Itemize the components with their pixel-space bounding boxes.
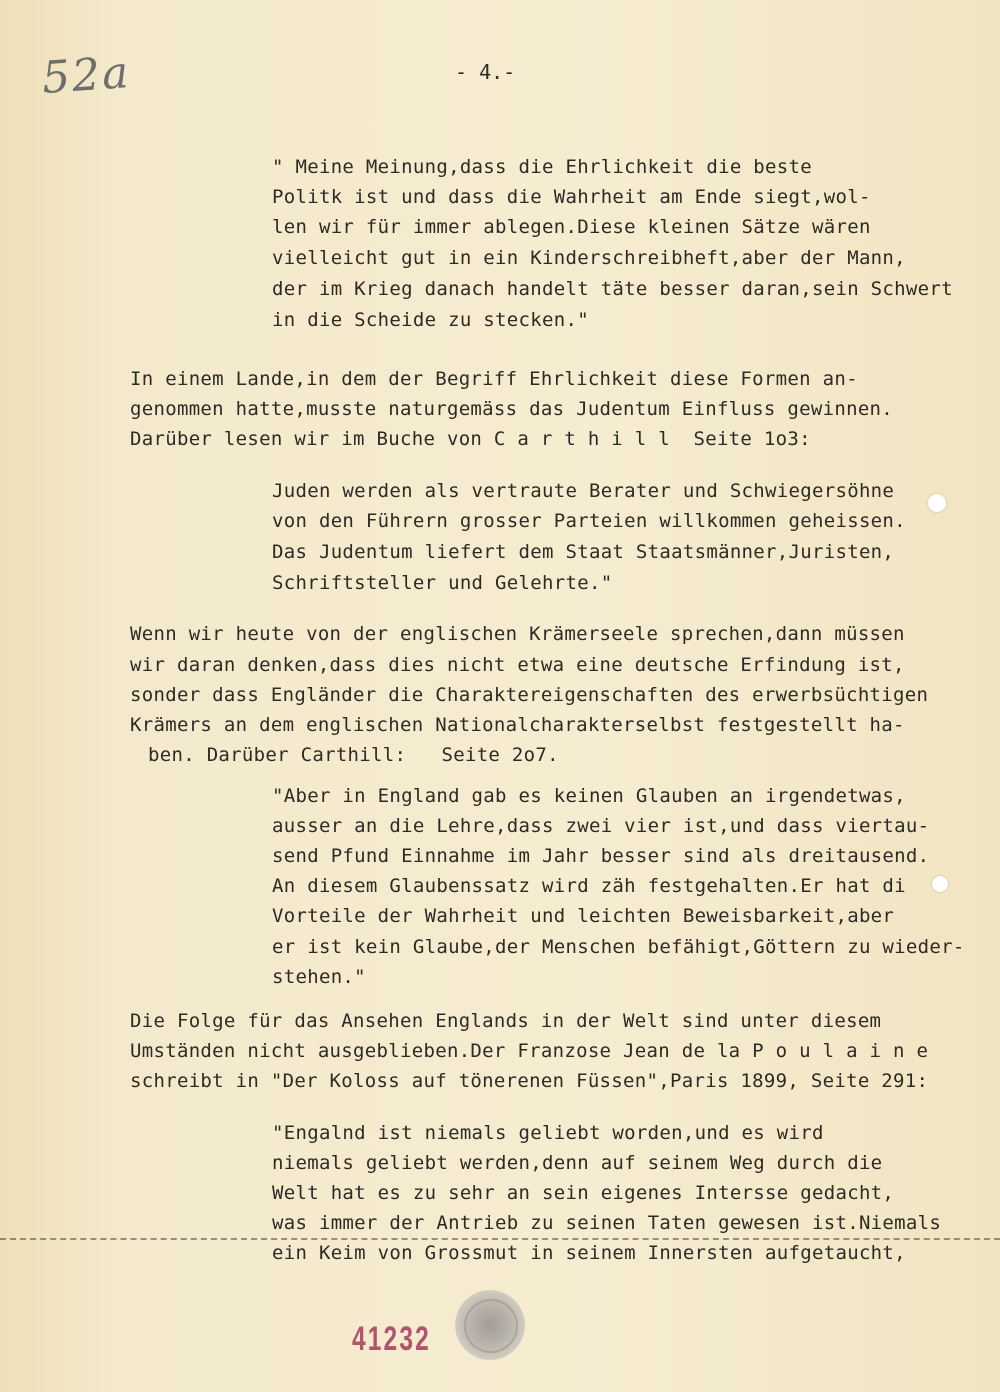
text-line: er ist kein Glaube,der Menschen befähigt,Göttern zu wieder- [272,936,965,958]
text-line: Wenn wir heute von der englischen Krämerseele sprechen,dann müssen [130,623,905,645]
text-line: ben. Darüber Carthill: Seite 2o7. [148,744,559,766]
text-line: Welt hat es zu sehr an sein eigenes Intersse gedacht, [272,1182,895,1204]
text-line: Vorteile der Wahrheit und leichten Beweisbarkeit,aber [272,905,895,927]
text-line: In einem Lande,in dem der Begriff Ehrlichkeit diese Formen an- [130,368,858,390]
text-line: Umständen nicht ausgeblieben.Der Franzose Jean de la P o u l a i n e [130,1040,929,1062]
text-line: von den Führern grosser Parteien willkommen geheissen. [272,510,906,532]
text-line: "Aber in England gab es keinen Glauben an irgendetwas, [272,785,906,807]
text-line: Juden werden als vertraute Berater und Schwiegersöhne [272,480,895,502]
text-line: send Pfund Einnahme im Jahr besser sind als dreitausend. [272,845,930,867]
text-line: Die Folge für das Ansehen Englands in der Welt sind unter diesem [130,1010,882,1032]
text-line: Das Judentum liefert dem Staat Staatsmänner,Juristen, [272,541,895,563]
text-line: stehen." [272,966,366,988]
text-line: Darüber lesen wir im Buche von C a r t h i l l Seite 1o3: [130,428,811,450]
text-line: " Meine Meinung,dass die Ehrlichkeit die beste [272,156,812,178]
text-line: Krämers an dem englischen Nationalcharakterselbst festgestellt ha- [130,714,905,736]
fold-crease [0,1238,1000,1240]
archive-number-stamp: 41232 [352,1320,431,1358]
text-line: sonder dass Engländer die Charaktereigenschaften des erwerbsüchtigen [130,684,929,706]
text-line: len wir für immer ablegen.Diese kleinen Sätze wären [272,216,871,238]
punch-hole [932,876,948,892]
text-line: ein Keim von Grossmut in seinem Innersten aufgetaucht, [272,1242,906,1264]
text-line: in die Scheide zu stecken." [272,309,589,331]
text-line: schreibt in "Der Koloss auf tönerenen Füssen",Paris 1899, Seite 291: [130,1070,929,1092]
handwritten-reference: 52a [40,46,132,105]
text-line: An diesem Glaubenssatz wird zäh festgehalten.Er hat di [272,875,906,897]
page-number: - 4.- [455,60,516,84]
text-line: Politk ist und dass die Wahrheit am Ende siegt,wol- [272,186,871,208]
punch-hole [928,494,946,512]
text-line: Schriftsteller und Gelehrte." [272,572,613,594]
text-line: "Engalnd ist niemals geliebt worden,und es wird [272,1122,824,1144]
text-line: ausser an die Lehre,dass zwei vier ist,und dass viertau- [272,815,930,837]
text-line: was immer der Antrieb zu seinen Taten gewesen ist.Niemals [272,1212,942,1234]
text-line: der im Krieg danach handelt täte besser daran,sein Schwert [272,278,953,300]
text-line: vielleicht gut in ein Kinderschreibheft,aber der Mann, [272,247,906,269]
text-line: genommen hatte,musste naturgemäss das Judentum Einfluss gewinnen. [130,398,894,420]
text-line: wir daran denken,dass dies nicht etwa eine deutsche Erfindung ist, [130,654,905,676]
archive-seal-stamp [455,1290,525,1360]
text-line: niemals geliebt werden,denn auf seinem Weg durch die [272,1152,883,1174]
